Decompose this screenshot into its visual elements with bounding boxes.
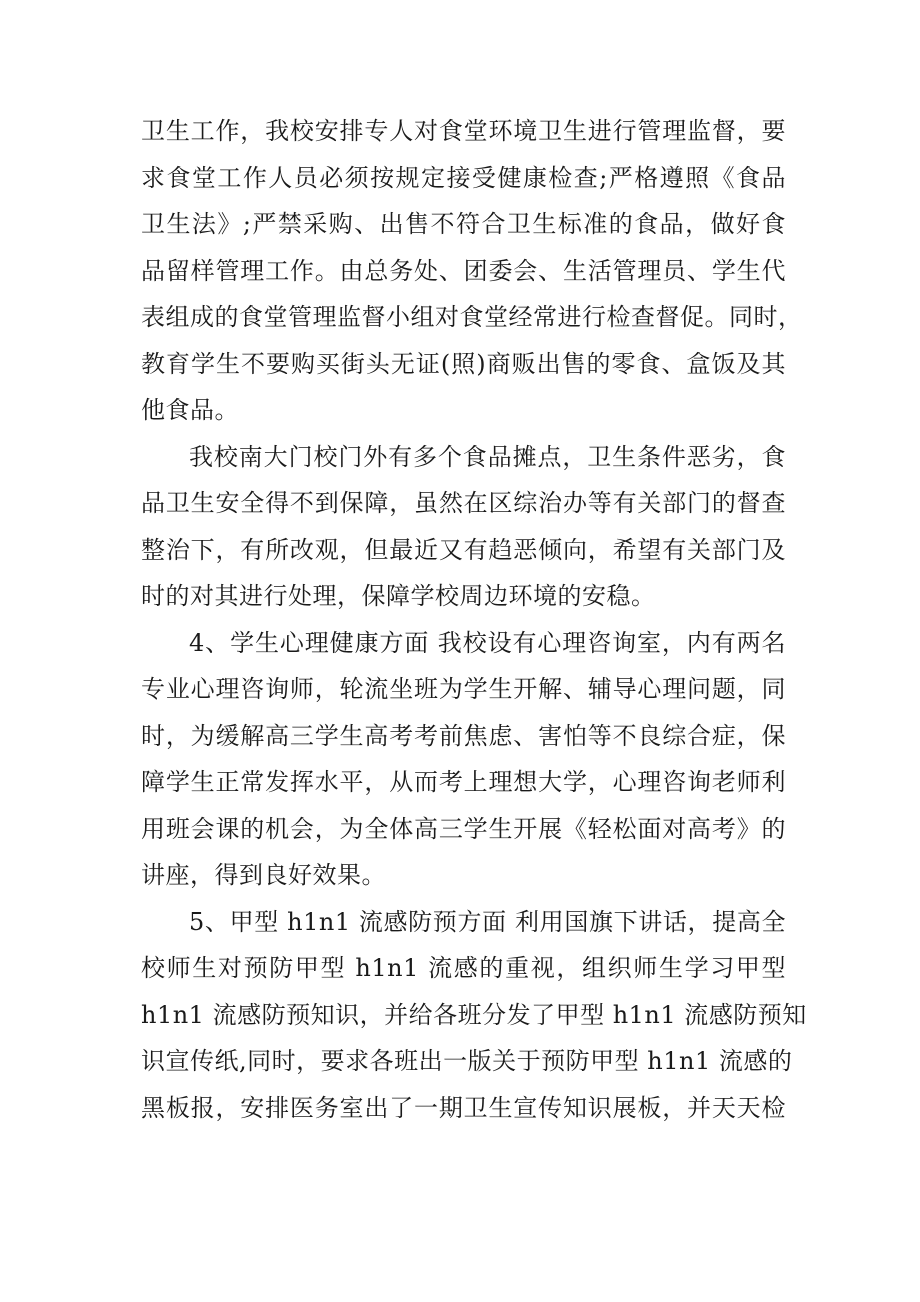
text-line: 我校南大门校门外有多个食品摊点，卫生条件恶劣，食 (189, 442, 786, 471)
text-line: 求食堂工作人员必须按规定接受健康检查;严格遵照《食品 (141, 163, 786, 192)
text-line: 品留样管理工作。由总务处、团委会、生活管理员、学生代 (141, 256, 786, 285)
text-line: 障学生正常发挥水平，从而考上理想大学，心理咨询老师利 (141, 768, 786, 796)
text-line: 时，为缓解高三学生高考考前焦虑、害怕等不良综合症，保 (141, 721, 786, 750)
text-line: 专业心理咨询师，轮流坐班为学生开解、辅导心理问题，同 (141, 675, 786, 703)
text-line: 表组成的食堂管理监督小组对食堂经常进行检查督促。同时， (141, 303, 803, 331)
text-line: 时的对其进行处理，保障学校周边环境的安稳。 (141, 582, 656, 610)
text-line: h1n1 流感防预知识，并给各班分发了甲型 h1n1 流感防预知 (141, 1000, 807, 1029)
text-line: 整治下，有所改观，但最近又有趋恶倾向，希望有关部门及 (141, 535, 786, 564)
text-line: 用班会课的机会，为全体高三学生开展《轻松面对高考》的 (141, 814, 786, 843)
document-body (141, 108, 807, 1131)
text-line: 品卫生安全得不到保障，虽然在区综治办等有关部门的督查 (141, 489, 786, 517)
paragraph-food-stalls (141, 434, 786, 620)
text-line: 5、甲型 h1n1 流感防预方面 利用国旗下讲话，提高全 (189, 907, 786, 936)
text-line: 卫生工作，我校安排专人对食堂环境卫生进行管理监督，要 (141, 117, 786, 145)
paragraph-h1n1-prevention (141, 899, 807, 1132)
text-line: 4、学生心理健康方面 我校设有心理咨询室，内有两名 (189, 628, 786, 657)
paragraph-canteen-hygiene (141, 108, 803, 434)
text-line: 教育学生不要购买街头无证(照)商贩出售的零食、盒饭及其 (141, 349, 786, 378)
paragraph-mental-health (141, 620, 786, 899)
text-line: 卫生法》;严禁采购、出售不符合卫生标准的食品，做好食 (141, 210, 786, 238)
text-line: 校师生对预防甲型 h1n1 流感的重视，组织师生学习甲型 (141, 954, 786, 982)
text-line: 他食品。 (141, 396, 239, 424)
text-line: 识宣传纸,同时，要求各班出一版关于预防甲型 h1n1 流感的 (141, 1047, 793, 1075)
text-line: 黑板报，安排医务室出了一期卫生宣传知识展板，并天天检 (141, 1093, 786, 1122)
text-line: 讲座，得到良好效果。 (141, 861, 386, 889)
